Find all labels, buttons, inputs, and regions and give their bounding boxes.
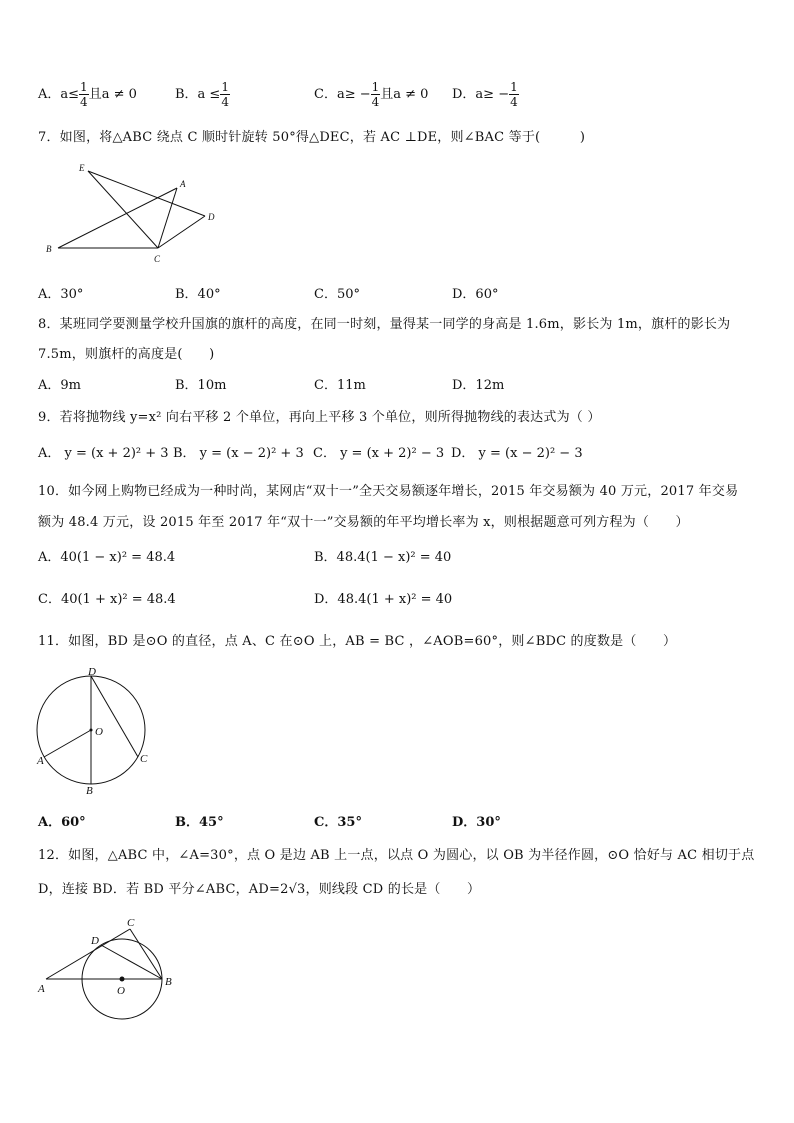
triangle-rotation-diagram bbox=[40, 158, 220, 268]
label-B: B bbox=[86, 785, 93, 797]
label-D: D bbox=[91, 935, 99, 947]
q10-text-line2: 额为 48.4 万元，设 2015 年至 2017 年“双十一”交易额的年平均增长率为 x，则根据题意可列方程为（ ） bbox=[38, 515, 689, 530]
q7-option-d: D．60° bbox=[452, 287, 499, 302]
label-B: B bbox=[165, 976, 172, 988]
q8-option-a: A．9m bbox=[38, 378, 81, 393]
q11-option-c: C．35° bbox=[314, 815, 362, 830]
label-C: C bbox=[127, 917, 135, 929]
q8-text-line2: 7.5m，则旗杆的高度是( ) bbox=[38, 347, 215, 362]
label-D: D bbox=[88, 666, 96, 678]
q8-option-d: D．12m bbox=[452, 378, 505, 393]
q12-text-line1: 12．如图，△ABC 中，∠A=30°，点 O 是边 AB 上一点，以点 O 为圆心，以 OB 为半径作圆，⊙O 恰好与 AC 相切于点 bbox=[38, 848, 755, 863]
q9-text: 9．若将抛物线 y=x² 向右平移 2 个单位，再向上平移 3 个单位，则所得抛物线的表达式为（ ） bbox=[38, 410, 601, 425]
segment-CB bbox=[130, 929, 162, 979]
segment-DC bbox=[91, 676, 138, 757]
fraction: $\frac{1}{4}$ bbox=[221, 80, 229, 109]
q11-text: 11．如图，BD 是⊙O 的直径，点 A、C 在⊙O 上，AB = BC ，∠AOB=60°，则∠BDC 的度数是（ ） bbox=[38, 634, 677, 649]
center-point bbox=[120, 977, 125, 982]
q9-option-d: D． y = (x − 2)² − 3 bbox=[451, 446, 583, 461]
q9-option-a: A． y = (x + 2)² + 3 bbox=[38, 446, 169, 461]
segment-OA bbox=[44, 730, 91, 757]
q11-option-a: A．60° bbox=[38, 815, 86, 830]
segment-ED bbox=[88, 171, 205, 216]
segment-BA bbox=[58, 188, 177, 248]
fraction: $\frac{1}{4}$ bbox=[510, 80, 518, 109]
label-C: C bbox=[140, 753, 148, 765]
q10-option-a: A．40(1 − x)² = 48.4 bbox=[38, 550, 176, 565]
label-C: C bbox=[154, 254, 161, 264]
label-D: D bbox=[208, 212, 215, 222]
segment-DB bbox=[101, 945, 162, 979]
q10-text-line1: 10．如今网上购物已经成为一种时尚，某网店“双十一”全天交易额逐年增长，2015 年交易额为 40 万元，2017 年交易 bbox=[38, 484, 739, 499]
q8-option-b: B．10m bbox=[175, 378, 227, 393]
q7-option-b: B．40° bbox=[175, 287, 221, 302]
q7-option-c: C．50° bbox=[314, 287, 360, 302]
q9-option-b: B． y = (x − 2)² + 3 bbox=[173, 446, 304, 461]
q10-option-d: D．48.4(1 + x)² = 40 bbox=[314, 592, 453, 607]
fraction: $\frac{1}{4}$ bbox=[80, 80, 88, 109]
label-A: A bbox=[37, 755, 44, 767]
q11-option-b: B．45° bbox=[175, 815, 224, 830]
label-O: O bbox=[95, 726, 103, 738]
q9-option-c: C． y = (x + 2)² − 3 bbox=[313, 446, 445, 461]
q8-text-line1: 8．某班同学要测量学校升国旗的旗杆的高度，在同一时刻，量得某一同学的身高是 1.6m，影长为 1m，旗杆的影长为 bbox=[38, 317, 731, 332]
q7-text: 7．如图，将△ABC 绕点 C 顺时针旋转 50°得△DEC，若 AC ⊥DE，则∠BAC 等于( ) bbox=[38, 130, 586, 145]
center-point bbox=[90, 729, 93, 732]
tangent-circle-diagram bbox=[34, 912, 184, 1022]
q11-option-d: D．30° bbox=[452, 815, 501, 830]
q6-option-a: A．a≤ $\frac{1}{4}$ 且a ≠ 0 bbox=[38, 80, 137, 109]
segment-EC bbox=[88, 171, 158, 248]
q7-option-a: A．30° bbox=[38, 287, 84, 302]
label-E: E bbox=[79, 163, 85, 173]
q6-option-c: C．a≥ − $\frac{1}{4}$ 且a ≠ 0 bbox=[314, 80, 429, 109]
segment-AC bbox=[158, 188, 177, 248]
q10-option-b: B．48.4(1 − x)² = 40 bbox=[314, 550, 452, 565]
q12-figure bbox=[34, 912, 184, 1026]
label-O: O bbox=[117, 985, 125, 997]
label-B: B bbox=[46, 244, 52, 254]
label-A: A bbox=[180, 179, 186, 189]
q12-text-line2: D，连接 BD．若 BD 平分∠ABC，AD=2√3，则线段 CD 的长是（ ） bbox=[38, 882, 481, 897]
q7-figure bbox=[40, 158, 220, 272]
q6-option-b: B．a ≤ $\frac{1}{4}$ bbox=[175, 80, 229, 109]
q10-option-c: C．40(1 + x)² = 48.4 bbox=[38, 592, 176, 607]
label-A: A bbox=[38, 983, 45, 995]
fraction: $\frac{1}{4}$ bbox=[371, 80, 380, 109]
circle-diameter-diagram bbox=[34, 664, 154, 798]
q11-figure bbox=[34, 664, 154, 802]
q8-option-c: C．11m bbox=[314, 378, 366, 393]
segment-DC bbox=[158, 216, 205, 248]
q6-option-d: D．a≥ − $\frac{1}{4}$ bbox=[452, 80, 518, 109]
